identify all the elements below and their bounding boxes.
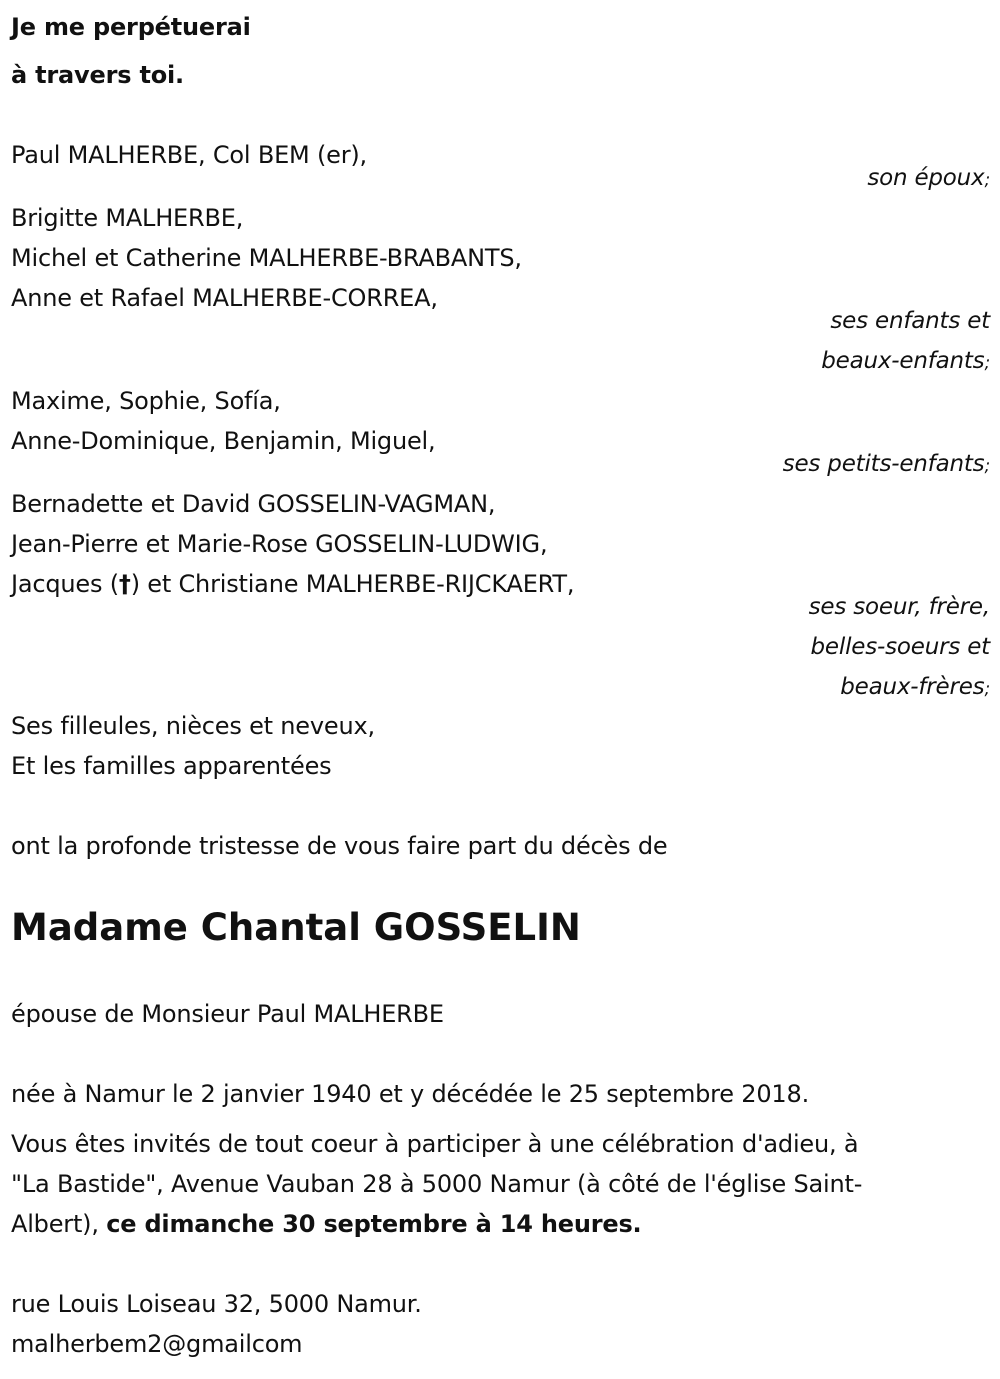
relation-label-siblings-3: beaux-frères;: [840, 674, 990, 700]
relation-label-siblings-2: belles-soeurs et: [810, 634, 990, 660]
verse-line-2: à travers toi.: [11, 61, 184, 89]
family-name-line: Michel et Catherine MALHERBE-BRABANTS,: [11, 244, 522, 272]
ceremony-line-2: "La Bastide", Avenue Vauban 28 à 5000 Namur (à côté de l'église Saint-: [11, 1170, 863, 1198]
family-name-line: Jacques (†) et Christiane MALHERBE-RIJCKAERT,: [11, 570, 575, 598]
announcement-text: ont la profonde tristesse de vous faire part du décès de: [11, 832, 668, 860]
contact-email: malherbem2@gmailcom: [11, 1330, 303, 1358]
ceremony-line-3: Albert), ce dimanche 30 septembre à 14 heures.: [11, 1210, 642, 1238]
cross-icon: †: [118, 570, 131, 598]
relation-label-spouse: son époux;: [867, 165, 990, 191]
family-name-line: Jean-Pierre et Marie-Rose GOSSELIN-LUDWIG,: [11, 530, 548, 558]
verse-line-1: Je me perpétuerai: [11, 13, 251, 41]
others-line: Ses filleules, nièces et neveux,: [11, 712, 375, 740]
family-name-line: Brigitte MALHERBE,: [11, 204, 244, 232]
others-line: Et les familles apparentées: [11, 752, 332, 780]
relation-label-siblings: ses soeur, frère,: [808, 594, 990, 620]
family-name-line: Anne-Dominique, Benjamin, Miguel,: [11, 427, 436, 455]
relation-label-grandchildren: ses petits-enfants;: [782, 451, 990, 477]
deceased-name: Madame Chantal GOSSELIN: [11, 906, 581, 949]
relation-label-children-2: beaux-enfants;: [821, 348, 990, 374]
contact-address: rue Louis Loiseau 32, 5000 Namur.: [11, 1290, 422, 1318]
family-name-line: Bernadette et David GOSSELIN-VAGMAN,: [11, 490, 496, 518]
deceased-spouse: épouse de Monsieur Paul MALHERBE: [11, 1000, 444, 1028]
family-name-line: Maxime, Sophie, Sofía,: [11, 387, 281, 415]
birth-death-text: née à Namur le 2 janvier 1940 et y décédée le 25 septembre 2018.: [11, 1080, 809, 1108]
ceremony-datetime: ce dimanche 30 septembre à 14 heures.: [106, 1210, 642, 1238]
relation-label-children: ses enfants et: [830, 308, 990, 334]
family-name-line: Paul MALHERBE, Col BEM (er),: [11, 141, 367, 169]
ceremony-line-1: Vous êtes invités de tout coeur à participer à une célébration d'adieu, à: [11, 1130, 859, 1158]
family-name-line: Anne et Rafael MALHERBE-CORREA,: [11, 284, 438, 312]
